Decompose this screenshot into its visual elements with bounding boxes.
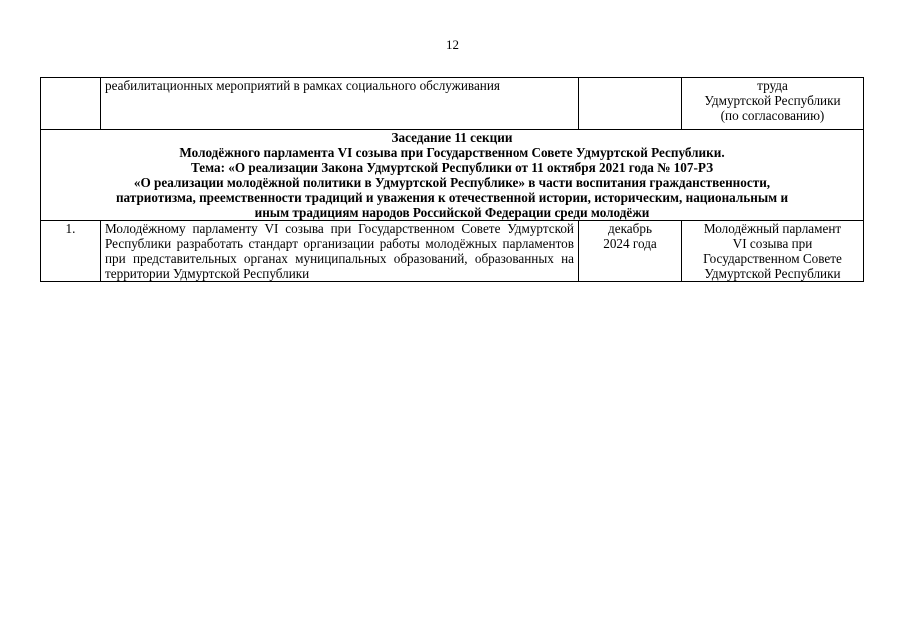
section-topic-line: патриотизма, преемственности традиций и уважения к отечественной истории, историческим, национальным и [115, 190, 789, 205]
description-cell: реабилитационных мероприятий в рамках социального обслуживания [101, 78, 579, 130]
date-cell [579, 221, 682, 282]
plan-table [40, 77, 864, 282]
table-row [41, 221, 864, 282]
row-number-cell [41, 78, 101, 130]
responsible-line: (по согласованию) [720, 108, 825, 123]
page-number: 12 [446, 37, 459, 52]
table-row-continuation [41, 78, 864, 130]
responsible-line: труда [757, 78, 788, 93]
section-header [41, 130, 864, 221]
date-cell [579, 78, 682, 130]
responsible-line: Удмуртской Республики [704, 266, 841, 281]
responsible-line: Удмуртской Республики [704, 93, 841, 108]
row-number-cell: 1. [41, 221, 101, 282]
section-title: Заседание 11 секции [391, 130, 513, 145]
section-header-row [41, 130, 864, 221]
date-line: 2024 года [603, 236, 657, 251]
section-topic-line: Тема: «О реализации Закона Удмуртской Республики от 11 октября 2021 года № 107-РЗ [190, 160, 714, 175]
section-subtitle: Молодёжного парламента VI созыва при Государственном Совете Удмуртской Республики. [179, 145, 725, 160]
responsible-line: Молодёжный парламент [703, 221, 842, 236]
responsible-cell [682, 221, 864, 282]
responsible-cell [682, 78, 864, 130]
responsible-line: Государственном Совете [703, 251, 842, 266]
section-topic-line: «О реализации молодёжной политики в Удмуртской Республике» в части воспитания гражданственности, [133, 175, 771, 190]
responsible-line: VI созыва при [732, 236, 813, 251]
description-cell: Молодёжному парламенту VI созыва при Государственном Совете Удмуртской Республики разработать стандарт организации работы молодёжных парламентов при представительных органах муниципальных образований, образованных на территории Удмуртской Республики [101, 221, 579, 282]
section-topic-line: иным традициям народов Российской Федерации среди молодёжи [254, 205, 650, 220]
date-line: декабрь [608, 221, 652, 236]
